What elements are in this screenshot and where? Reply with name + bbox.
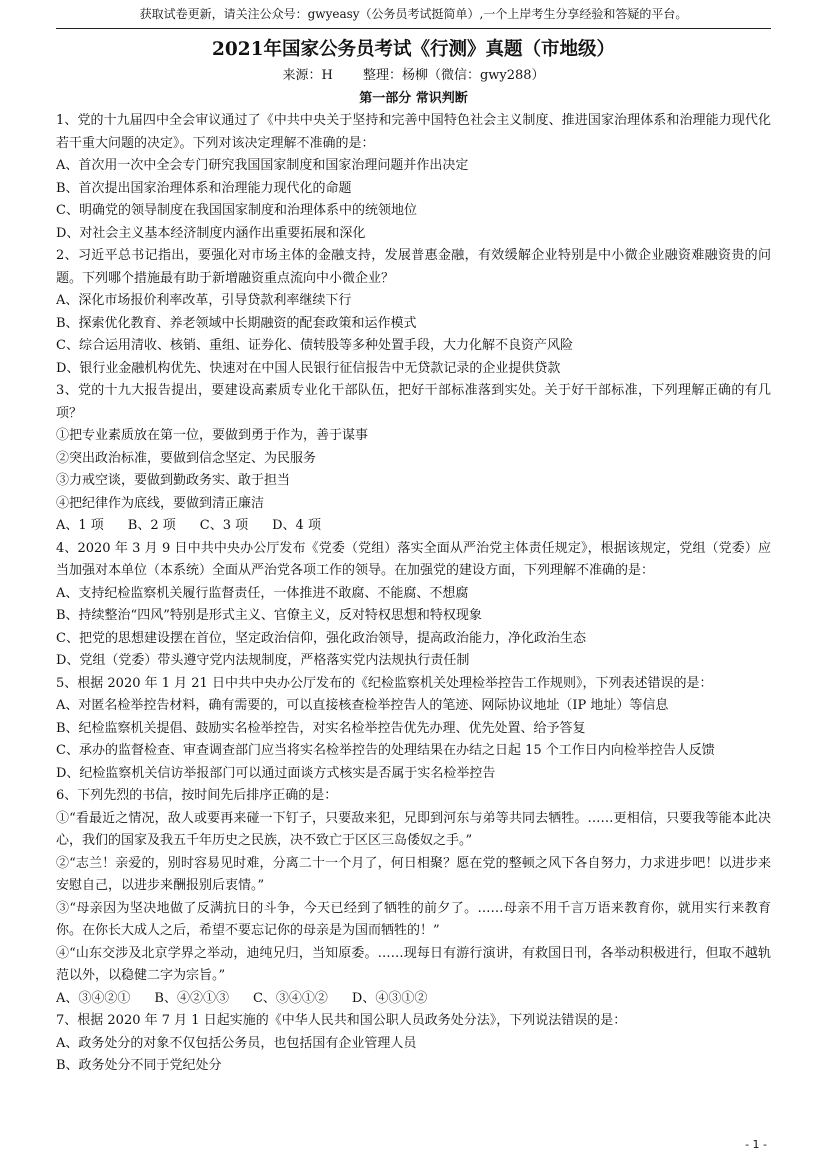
question-line: B、首次提出国家治理体系和治理能力现代化的命题 [56, 180, 352, 196]
option-B: B、④②①③ [154, 990, 229, 1006]
options-row [56, 988, 771, 1011]
question-stem: 3、党的十九大报告提出，要建设高素质专业化干部队伍，把好干部标准落到实处。关于好干部标准，下列理解正确的有几项？ [56, 383, 771, 421]
question-line: ②“志兰！亲爱的，别时容易见时难，分离二十一个月了，何日相聚？愿在党的整顿之风下各自努力，力求进步吧！以进步来安慰自己，以进步来酬报别后衷情。” [56, 855, 771, 893]
question-stem: 6、下列先烈的书信，按时间先后排序正确的是： [56, 788, 338, 803]
question-4 [56, 538, 771, 673]
question-line: B、政务处分不同于党纪处分 [56, 1058, 222, 1073]
header-banner: 获取试卷更新，请关注公众号：gwyeasy（公务员考试挺简单）,一个上岸考生分享经验和答疑的平台。 [56, 0, 771, 29]
question-stem: 1、党的十九届四中全会审议通过了《中共中央关于坚持和完善中国特色社会主义制度、推进国家治理体系和治理能力现代化若干重大问题的决定》。下列对该决定理解不准确的是： [56, 113, 771, 151]
question-6 [56, 785, 771, 1010]
question-line: A、深化市场报价利率改革，引导贷款利率继续下行 [56, 293, 352, 308]
option-A: A、1 项 [56, 518, 104, 533]
question-line: D、对社会主义基本经济制度内涵作出重要拓展和深化 [56, 225, 366, 241]
section-title: 第一部分 常识判断 [359, 91, 468, 106]
question-line: A、对匿名检举控告材料，确有需要的，可以直接核查检举控告人的笔迹、网际协议地址（IP 地址）等信息 [56, 698, 669, 713]
question-5 [56, 673, 771, 786]
option-D: D、④③①② [351, 990, 428, 1006]
document-body [56, 34, 771, 1129]
question-stem: 2、习近平总书记指出，要强化对市场主体的金融支持，发展普惠金融，有效缓解企业特别是中小微企业融资难融资贵的问题。下列哪个措施最有助于新增融资重点流向中小微企业？ [56, 248, 771, 286]
question-line: B、纪检监察机关提倡、鼓励实名检举控告，对实名检举控告优先办理、优先处置、给予答复 [56, 720, 586, 736]
question-line: A、政务处分的对象不仅包括公务员，也包括国有企业管理人员 [56, 1035, 417, 1051]
question-line: D、银行业金融机构优先、快速对在中国人民银行征信报告中无贷款记录的企业提供贷款 [56, 360, 561, 376]
question-line: ④“山东交涉及北京学界之举动，迪纯兄归，当知原委。……现每日有游行演讲，有救国日刊，各举动积极进行，但取不越轨范以外，以稳健二字为宗旨。” [56, 945, 771, 983]
question-line: ④把纪律作为底线，要做到清正廉洁 [56, 495, 265, 511]
question-line: A、首次用一次中全会专门研究我国国家制度和国家治理问题并作出决定 [56, 158, 469, 173]
question-list [56, 110, 771, 1078]
question-line: D、纪检监察机关信访举报部门可以通过面谈方式核实是否属于实名检举控告 [56, 765, 496, 781]
option-C: C、3 项 [199, 518, 249, 533]
question-line: C、把党的思想建设摆在首位，坚定政治信仰，强化政治领导，提高政治能力，净化政治生态 [56, 630, 586, 646]
question-line: ③“母亲因为坚决地做了反满抗日的斗争，今天已经到了牺牲的前夕了。……母亲不用千言万语来教育你，就用实行来教育你。在你长大成人之后，希望不要忘记你的母亲是为国而牺牲的！” [56, 900, 771, 938]
question-line: C、承办的监督检查、审查调查部门应当将实名检举控告的处理结果在办结之日起 15 个工作日内向检举控告人反馈 [56, 743, 715, 758]
question-2 [56, 245, 771, 380]
page-title: 2021年国家公务员考试《行测》真题（市地级） [212, 39, 615, 60]
question-line: ①“看最近之情况，敌人或要再来碰一下钉子，只要敌来犯，兄即到河东与弟等共同去牺牲。……更相信，只要我等能本此决心，我们的国家及我五千年历史之民族，决不致亡于区区三岛倭奴之手。” [56, 810, 771, 848]
question-line: C、明确党的领导制度在我国国家制度和治理体系中的统领地位 [56, 203, 417, 218]
question-line: A、支持纪检监察机关履行监督责任，一体推进不敢腐、不能腐、不想腐 [56, 585, 469, 601]
question-line: D、党组（党委）带头遵守党内法规制度，严格落实党内法规执行责任制 [56, 653, 470, 668]
option-C: C、③④①② [252, 990, 328, 1006]
page-number: - 1 - [745, 1138, 767, 1151]
source-label: 来源：H [282, 68, 333, 83]
question-stem: 5、根据 2020 年 1 月 21 日中共中央办公厅发布的《纪检监察机关处理检举控告工作规则》，下列表述错误的是： [56, 675, 713, 691]
question-1 [56, 110, 771, 245]
option-A: A、③④②① [56, 990, 131, 1006]
question-line: C、综合运用清收、核销、重组、证券化、债转股等多种处置手段，大力化解不良资产风险 [56, 338, 573, 353]
question-line: B、持续整治“四风”特别是形式主义、官僚主义，反对特权思想和特权现象 [56, 608, 482, 623]
question-line: ③力戒空谈，要做到勤政务实、敢于担当 [56, 473, 291, 488]
document-meta [56, 66, 771, 86]
question-line: ②突出政治标准，要做到信念坚定、为民服务 [56, 450, 317, 466]
organizer-label: 整理：杨柳（微信：gwy288） [362, 68, 545, 83]
question-stem: 4、2020 年 3 月 9 日中共中央办公厅发布《党委（党组）落实全面从严治党主体责任规定》，根据该规定，党组（党委）应当加强对本单位（本系统）全面从严治党各项工作的领导。在加强党的建设方面，下列理解不准确的是： [56, 540, 771, 578]
question-line: B、探索优化教育、养老领域中长期融资的配套政策和运作模式 [56, 315, 417, 331]
question-3 [56, 380, 771, 538]
option-B: B、2 项 [127, 518, 176, 533]
question-stem: 7、根据 2020 年 7 月 1 日起实施的《中华人民共和国公职人员政务处分法》，下列说法错误的是： [56, 1013, 627, 1028]
options-row [56, 515, 771, 538]
option-D: D、4 项 [272, 518, 321, 533]
question-7 [56, 1010, 771, 1078]
question-line: ①把专业素质放在第一位，要做到勇于作为，善于谋事 [56, 428, 369, 443]
